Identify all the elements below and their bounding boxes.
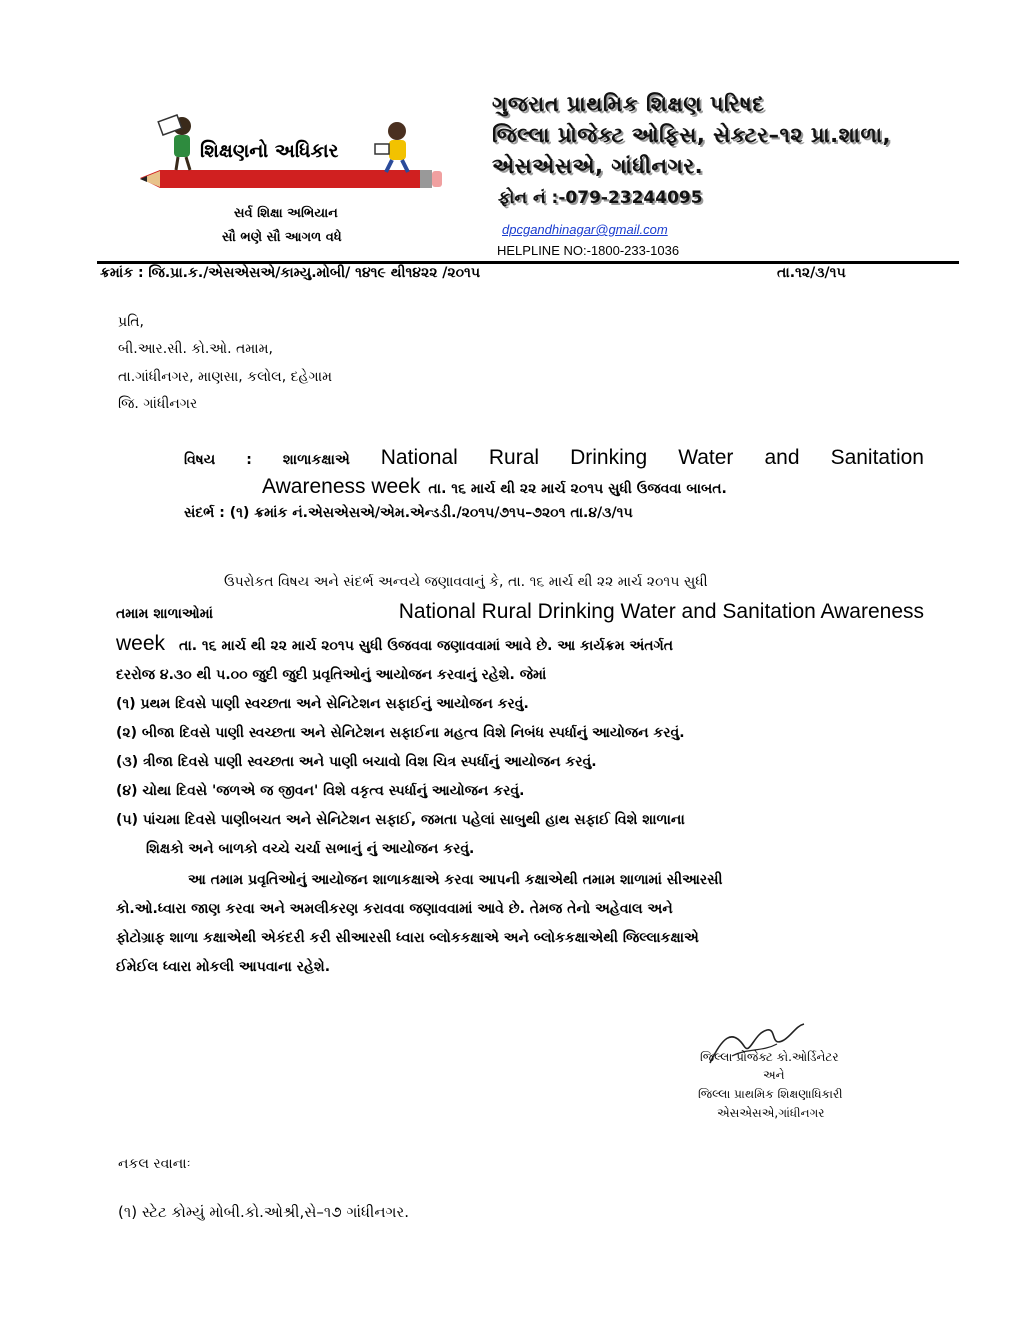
closing-line: કો.ઓ.ધ્વારા જાણ કરવા અને અમલીકરણ કરાવવા જણાવવામાં આવે છે. તેમજ તેનો અહેવાલ અને	[116, 901, 673, 917]
addressee-district: જિ. ગાંધીનગર	[118, 396, 198, 412]
reference-line: સંદર્ભ : (૧) ક્રમાંક નં.એસએસએ/એમ.એન્ડડી./૨૦૧૫/૭૧૫–૭૨૦૧ તા.૪/૩/૧૫	[184, 505, 633, 521]
subject-label: વિષય	[184, 452, 216, 468]
closing-line: ઈમેઈલ ધ્વારા મોકલી આપવાના રહેશે.	[116, 959, 331, 975]
org-helpline: HELPLINE NO:-1800-233-1036	[497, 243, 680, 258]
activity-item: (૫) પાંચમા દિવસે પાણીબચત અને સેનિટેશન સફાઈ, જમતા પહેલાં સાબુથી હાથ સફાઈ વિશે શાળાના	[116, 812, 685, 828]
subject-block	[184, 446, 924, 504]
org-phone: ફોન નં :-079-23244095	[498, 188, 703, 208]
body-program-name: National Rural Drinking Water and Sanitation Awareness	[398, 600, 924, 623]
header-divider	[97, 261, 959, 264]
subject-awareness-week: Awareness week	[262, 475, 421, 498]
girl-figure-icon	[158, 115, 191, 170]
logo-tagline-1: સર્વ શિક્ષા અભિયાન	[234, 206, 338, 221]
activity-item: (૪) ચોથા દિવસે 'જળએ જ જીવન' વિશે વકૃત્વ સ્પર્ધાનું આયોજન કરવું.	[116, 783, 525, 799]
logo-title: શિક્ષણનો અધિકાર	[200, 140, 339, 162]
subject-word: and	[764, 446, 800, 469]
body-line: ઉપરોકત વિષય અને સંદર્ભ અન્વયે જણાવવાનું કે, તા. ૧૬ માર્ચ થી ૨૨ માર્ચ ૨૦૧૫ સુધી	[224, 574, 708, 590]
subject-line-2	[184, 475, 924, 504]
body-program-week: week	[116, 632, 166, 655]
org-email-link[interactable]: dpcgandhinagar@gmail.com	[502, 222, 668, 237]
signatory-title-2: જિલ્લા પ્રાથમિક શિક્ષણાધિકારી	[698, 1087, 843, 1101]
body-line	[116, 629, 924, 661]
subject-word: Water	[678, 446, 734, 469]
org-office: જિલ્લા પ્રોજેક્ટ ઓફિસ, સેક્ટર–૧૨ પ્રા.શાળા,	[492, 123, 891, 147]
subject-prefix: શાળાકક્ષાએ	[282, 452, 350, 468]
signatory-title: જિલ્લા પ્રોજેક્ટ કો.ઓર્ડિનેટર	[700, 1050, 839, 1064]
subject-line-1	[184, 446, 924, 475]
activity-item: (૧) પ્રથમ દિવસે પાણી સ્વચ્છતા અને સેનિટેશન સફાઈનું આયોજન કરવું.	[116, 696, 529, 712]
subject-word: Rural	[488, 446, 540, 469]
body-line	[116, 597, 924, 629]
body-text: તમામ શાળાઓમાં	[116, 606, 214, 622]
signatory-and: અને	[763, 1068, 785, 1082]
pencil-graphic	[140, 170, 442, 188]
subject-colon: :	[246, 452, 252, 468]
activity-item: (૨) બીજા દિવસે પાણી સ્વચ્છતા અને સેનિટેશન સફાઈના મહત્વ વિશે નિબંધ સ્પર્ધાનું આયોજન કરવું.	[116, 725, 685, 741]
closing-line: ફોટોગ્રાફ શાળા કક્ષાએથી એકંદરી કરી સીઆરસી ધ્વારા બ્લોકકક્ષાએ અને બ્લોકકક્ષાએથી જિલ્લાકક્ષાએ	[116, 930, 699, 946]
closing-paragraph	[116, 866, 924, 982]
logo-tagline-2: સૌ ભણે સૌ આગળ વધે	[222, 230, 342, 245]
signatory-office: એસએસએ,ગાંધીનગર	[717, 1106, 825, 1120]
subject-date-range: તા. ૧૬ માર્ચ થી ૨૨ માર્ચ ૨૦૧૫ સુધી ઉજવવા બાબત.	[428, 481, 727, 497]
boy-figure-icon	[375, 122, 408, 172]
body-line: દરરોજ ૪.૩૦ થી ૫.૦૦ જુદી જુદી પ્રવૃતિઓનું આયોજન કરવાનું રહેશે. જેમાં	[116, 667, 547, 683]
activity-item: (૩) ત્રીજા દિવસે પાણી સ્વચ્છતા અને પાણી બચાવો વિશ ચિત્ર સ્પર્ધાનું આયોજન કરવું.	[116, 754, 597, 770]
copy-to-item: (૧) સ્ટેટ કોમ્યું મોબી.કો.ઓશ્રી,સે–૧૭ ગાંધીનગર.	[118, 1203, 409, 1221]
subject-word: National	[380, 446, 458, 469]
closing-line: આ તમામ પ્રવૃતિઓનું આયોજન શાળાકક્ષાએ કરવા આપની કક્ષાએથી તમામ શાળામાં સીઆરસી	[188, 872, 723, 888]
org-name: ગુજરાત પ્રાથમિક શિક્ષણ પરિષદ	[492, 92, 765, 116]
copy-to-heading: નકલ રવાનાઃ	[118, 1156, 191, 1172]
letter-body	[116, 568, 924, 864]
subject-word: Drinking	[570, 446, 648, 469]
org-city: એસએસએ, ગાંધીનગર.	[492, 154, 704, 178]
addressee-talukas: તા.ગાંધીનગર, માણસા, કલોલ, દહેગામ	[118, 369, 332, 385]
reference-number: ક્રમાંક : જિ.પ્રા.ક./એસએસએ/કામ્યુ.મોબી/ ૧૪૧૯ થી૧૪૨૨ /૨૦૧૫	[100, 265, 481, 281]
signature-scribble	[692, 1018, 812, 1078]
letter-date: તા.૧૨/૩/૧૫	[777, 265, 846, 281]
activity-item-continuation: શિક્ષકો અને બાળકો વચ્ચે ચર્ચા સભાનું નું આયોજન કરવું.	[146, 841, 475, 857]
addressee-salutation: પ્રતિ,	[118, 314, 144, 330]
addressee-recipient: બી.આર.સી. કો.ઓ. તમામ,	[118, 341, 273, 357]
body-text: તા. ૧૬ માર્ચ થી ૨૨ માર્ચ ૨૦૧૫ સુધી ઉજવવા જણાવવામાં આવે છે. આ કાર્યક્રમ અંતર્ગત	[179, 638, 674, 654]
subject-word: Sanitation	[830, 446, 924, 469]
